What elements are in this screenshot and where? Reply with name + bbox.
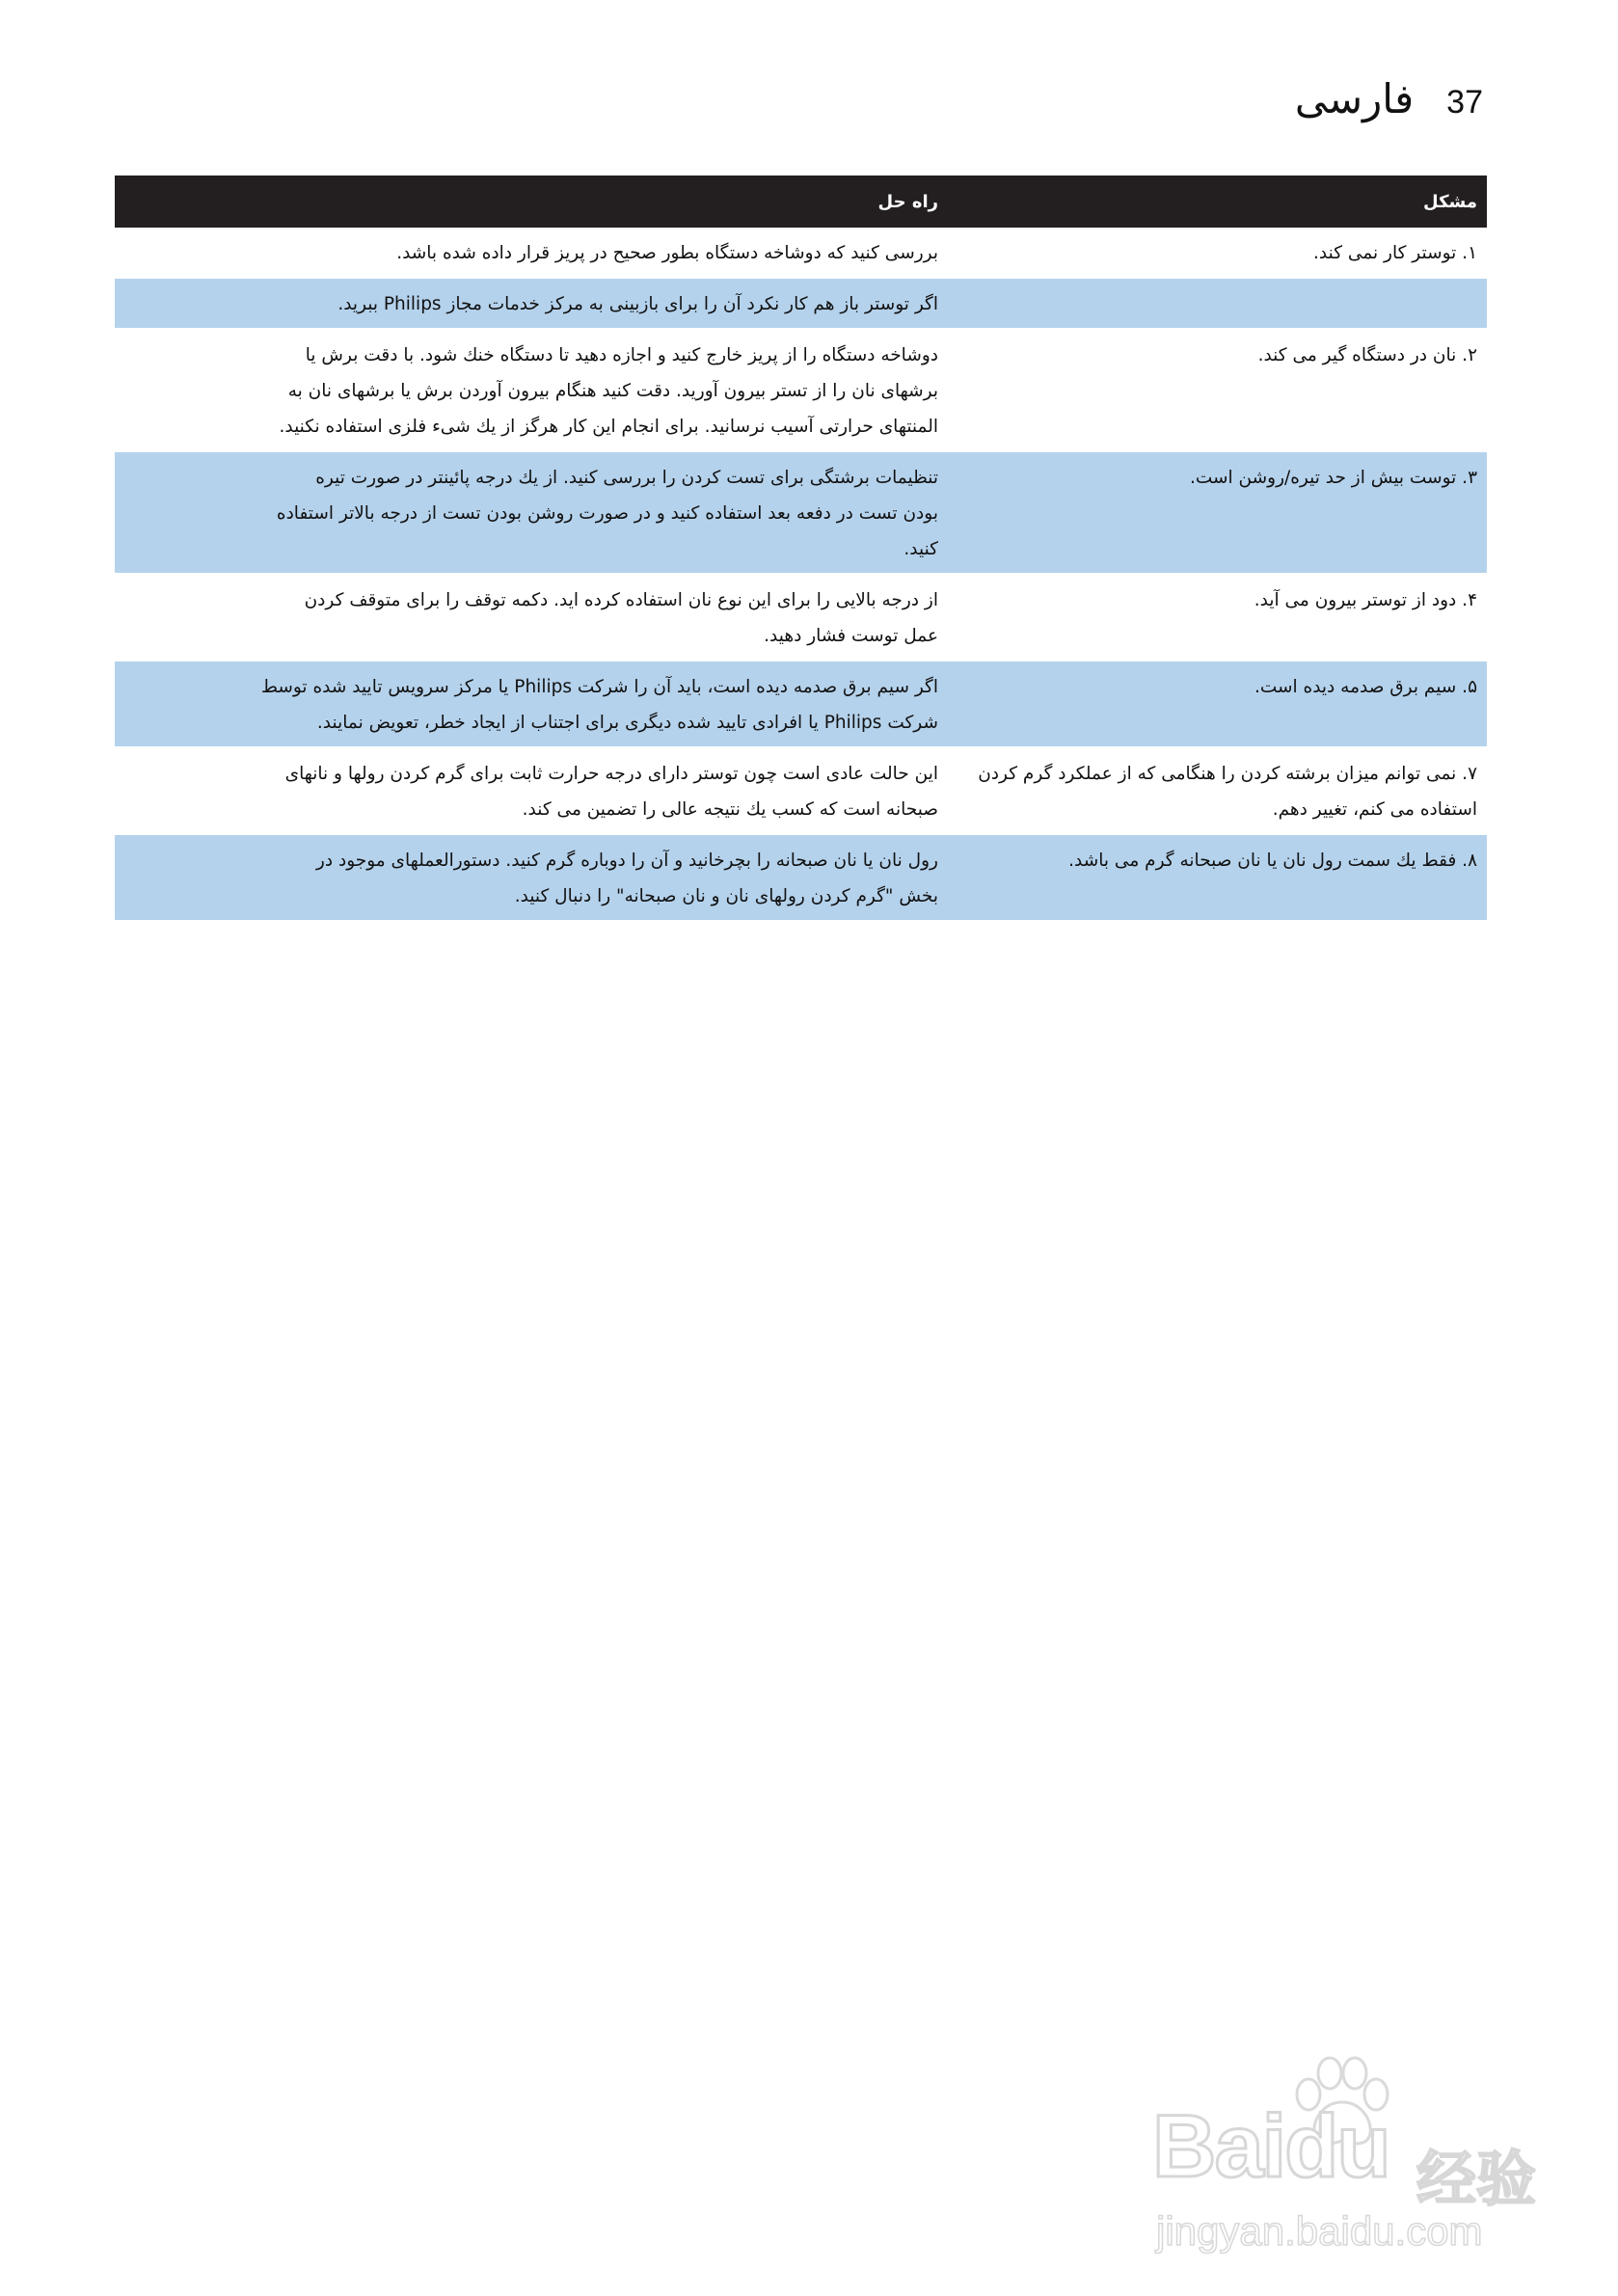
solution-line: بخش "گرم کردن رولهای نان و نان صبحانه" را دنبال کنید.: [514, 886, 938, 906]
solution-cell: [115, 330, 948, 450]
solution-line: صبحانه است که کسب یك نتیجه عالی را تضمین می کند.: [522, 799, 938, 820]
troubleshooting-table: [115, 176, 1487, 922]
page-header: [1295, 75, 1483, 122]
table-row: [115, 330, 1487, 452]
solution-line: کنید.: [903, 539, 938, 559]
page-language-title: فارسی: [1294, 75, 1415, 122]
solution-line: شرکت Philips یا افرادی تایید شده دیگری برای اجتناب از ایجاد خطر، تعویض نمایند.: [316, 713, 938, 733]
solution-line: این حالت عادی است چون توستر دارای درجه حرارت ثابت برای گرم کردن رولها و نانهای: [284, 764, 938, 784]
solution-cell: [115, 662, 948, 746]
problem-cell: ۱. توستر کار نمی کند.: [1313, 243, 1477, 263]
solution-line: دوشاخه دستگاه را از پریز خارج کنید و اجازه دهید تا دستگاه خنك شود. با دقت برش یا: [305, 345, 938, 365]
table-row: [115, 662, 1487, 748]
problem-cell: ۴. دود از توستر بیرون می آید.: [1254, 590, 1477, 610]
page-number: 37: [1446, 84, 1483, 121]
table-row: [115, 835, 1487, 922]
solution-cell: [115, 228, 948, 277]
solution-line: برشهای نان را از تستر بیرون آورید. دقت کنید هنگام بیرون آوردن برش یا برشهای نان به: [287, 381, 938, 401]
watermark-url: jingyan.baidu.com: [1156, 2208, 1483, 2254]
problem-cell: ۸. فقط یك سمت رول نان یا نان صبحانه گرم می باشد.: [1068, 851, 1477, 871]
table-row: [115, 452, 1487, 575]
table-header-row: [115, 176, 1487, 228]
solution-cell: [115, 452, 948, 573]
solution-line: عمل توست فشار دهید.: [764, 626, 938, 646]
table-row: [115, 228, 1487, 279]
problem-cell: [948, 279, 1487, 328]
table-row: [115, 575, 1487, 662]
solution-cell: [115, 575, 948, 660]
solution-line: بررسی کنید که دوشاخه دستگاه بطور صحیح در پریز قرار داده شده باشد.: [396, 243, 938, 263]
solution-line: بودن تست در دفعه بعد استفاده کنید و در صورت روشن بودن تست از درجه بالاتر استفاده: [276, 503, 938, 524]
baidu-watermark: [1152, 2064, 1538, 2256]
problem-cell: ۷. نمی توانم میزان برشته کردن را هنگامی که از عملکرد گرم کردن استفاده می کنم، تغییر دهم.: [978, 764, 1477, 820]
table-row: [115, 748, 1487, 835]
solution-line: رول نان یا نان صبحانه را بچرخانید و آن را دوباره گرم کنید. دستورالعملهای موجود در: [315, 851, 938, 871]
table-row: [115, 279, 1487, 330]
column-header-solution: راه حل: [877, 191, 938, 212]
problem-cell: ۲. نان در دستگاه گیر می کند.: [1257, 345, 1477, 365]
problem-cell: ۳. توست بیش از حد تیره/روشن است.: [1189, 468, 1477, 488]
problem-cell: ۵. سیم برق صدمه دیده است.: [1254, 677, 1477, 697]
solution-cell: [115, 748, 948, 833]
solution-line: اگر سیم برق صدمه دیده است، باید آن را شرکت Philips یا مرکز سرویس تایید شده توسط: [260, 677, 938, 697]
solution-cell: [115, 835, 948, 920]
column-header-problem: مشکل: [1423, 191, 1477, 212]
solution-cell: [115, 279, 948, 328]
solution-line: تنظیمات برشتگی برای تست کردن را بررسی کنید. از یك درجه پائینتر در صورت تیره: [315, 468, 938, 488]
solution-line: المنتهای حرارتی آسیب نرسانید. برای انجام این کار هرگز از یك شیء فلزی استفاده نکنید.: [279, 417, 938, 437]
watermark-brand: Baidu: [1152, 2097, 1389, 2196]
table-body: [115, 228, 1487, 922]
watermark-jingyan: 经验: [1416, 2144, 1536, 2214]
solution-line: از درجه بالایی را برای این نوع نان استفاده کرده اید. دکمه توقف را برای متوقف کردن: [304, 590, 938, 610]
solution-line: اگر توستر باز هم کار نکرد آن را برای بازبینی به مرکز خدمات مجاز Philips ببرید.: [337, 294, 938, 314]
